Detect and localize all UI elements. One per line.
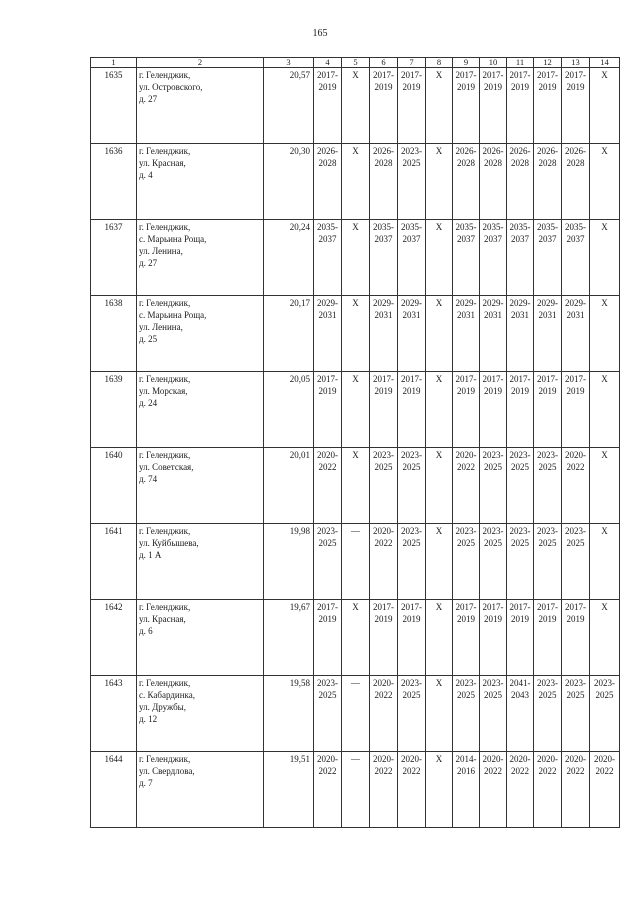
address-cell: г. Геленджик, ул. Советская, д. 74 [137,448,264,524]
period-cell: 2023- 2025 [534,448,562,524]
period-cell: X [590,372,620,448]
period-cell: 2020- 2022 [314,448,342,524]
value-cell: 20,57 [264,68,314,144]
period-cell: 2023- 2025 [562,676,590,752]
period-cell: 2029- 2031 [507,296,534,372]
table-row [91,524,620,600]
address-cell: г. Геленджик, с. Марьина Роща, ул. Ленина, д. 25 [137,296,264,372]
column-number: 3 [264,58,314,68]
period-cell: X [342,144,370,220]
period-cell: 2017- 2019 [480,600,507,676]
row-number-cell: 1636 [91,144,137,220]
period-cell: 2017- 2019 [507,372,534,448]
value-cell: 19,51 [264,752,314,828]
period-cell: 2017- 2019 [507,600,534,676]
row-number-cell: 1644 [91,752,137,828]
period-cell: 2023- 2025 [480,676,507,752]
table-row [91,676,620,752]
period-cell: 2026- 2028 [562,144,590,220]
period-cell: X [426,68,453,144]
period-cell: 2023- 2025 [480,524,507,600]
period-cell: 2017- 2019 [480,68,507,144]
period-cell: 2023- 2025 [534,676,562,752]
period-cell: 2020- 2022 [370,676,398,752]
period-cell: 2017- 2019 [562,372,590,448]
period-cell: 2026- 2028 [370,144,398,220]
table-row [91,448,620,524]
period-cell: 2017- 2019 [314,600,342,676]
column-number: 6 [370,58,398,68]
table-row [91,296,620,372]
period-cell: 2026- 2028 [314,144,342,220]
value-cell: 20,01 [264,448,314,524]
period-cell: 2023- 2025 [398,524,426,600]
column-number: 2 [137,58,264,68]
row-number-cell: 1640 [91,448,137,524]
row-number-cell: 1637 [91,220,137,296]
column-number: 1 [91,58,137,68]
address-cell: г. Геленджик, ул. Свердлова, д. 7 [137,752,264,828]
period-cell: 2035- 2037 [398,220,426,296]
period-cell: 2029- 2031 [370,296,398,372]
address-cell: г. Геленджик, с. Кабардинка, ул. Дружбы, д. 12 [137,676,264,752]
period-cell: 2017- 2019 [370,68,398,144]
address-cell: г. Геленджик, ул. Красная, д. 6 [137,600,264,676]
period-cell: 2017- 2019 [562,600,590,676]
period-cell: — [342,752,370,828]
row-number-cell: 1643 [91,676,137,752]
period-cell: 2023- 2025 [453,676,480,752]
column-number: 5 [342,58,370,68]
period-cell: X [426,296,453,372]
period-cell: 2020- 2022 [562,448,590,524]
period-cell: X [590,448,620,524]
period-cell: 2023- 2025 [562,524,590,600]
period-cell: 2020- 2022 [562,752,590,828]
period-cell: 2017- 2019 [453,372,480,448]
period-cell: 2017- 2019 [370,372,398,448]
column-number: 8 [426,58,453,68]
period-cell: 2035- 2037 [370,220,398,296]
period-cell: X [342,68,370,144]
period-cell: 2020- 2022 [507,752,534,828]
period-cell: X [342,372,370,448]
period-cell: 2029- 2031 [562,296,590,372]
address-cell: г. Геленджик, ул. Морская, д. 24 [137,372,264,448]
period-cell: 2029- 2031 [534,296,562,372]
row-number-cell: 1641 [91,524,137,600]
period-cell: 2020- 2022 [590,752,620,828]
period-cell: X [590,68,620,144]
period-cell: 2023- 2025 [453,524,480,600]
page-number: 165 [312,28,328,39]
value-cell: 20,24 [264,220,314,296]
period-cell: 2014- 2016 [453,752,480,828]
period-cell: 2023- 2025 [590,676,620,752]
row-number-cell: 1639 [91,372,137,448]
period-cell: 2017- 2019 [370,600,398,676]
period-cell: 2020- 2022 [534,752,562,828]
period-cell: 2026- 2028 [480,144,507,220]
period-cell: 2035- 2037 [562,220,590,296]
period-cell: 2017- 2019 [534,600,562,676]
period-cell: 2017- 2019 [398,68,426,144]
table-row [91,372,620,448]
period-cell: X [590,220,620,296]
column-number: 9 [453,58,480,68]
period-cell: 2017- 2019 [398,372,426,448]
value-cell: 19,67 [264,600,314,676]
column-number: 10 [480,58,507,68]
value-cell: 19,98 [264,524,314,600]
table-row [91,68,620,144]
period-cell: 2017- 2019 [314,372,342,448]
period-cell: 2017- 2019 [534,68,562,144]
period-cell: 2023- 2025 [398,676,426,752]
table-row [91,144,620,220]
address-cell: г. Геленджик, ул. Красная, д. 4 [137,144,264,220]
period-cell: — [342,524,370,600]
period-cell: 2023- 2025 [507,524,534,600]
period-cell: 2020- 2022 [314,752,342,828]
period-cell: 2026- 2028 [534,144,562,220]
column-number-row [91,58,620,68]
period-cell: X [426,448,453,524]
column-number: 11 [507,58,534,68]
value-cell: 20,30 [264,144,314,220]
period-cell: X [590,296,620,372]
period-cell: X [342,448,370,524]
period-cell: X [426,676,453,752]
value-cell: 20,05 [264,372,314,448]
period-cell: 2017- 2019 [507,68,534,144]
period-cell: X [342,296,370,372]
period-cell: 2035- 2037 [534,220,562,296]
column-number: 4 [314,58,342,68]
period-cell: 2029- 2031 [453,296,480,372]
period-cell: 2020- 2022 [398,752,426,828]
period-cell: 2026- 2028 [507,144,534,220]
period-cell: 2020- 2022 [370,524,398,600]
period-cell: X [426,600,453,676]
column-number: 13 [562,58,590,68]
period-cell: X [426,144,453,220]
period-cell: 2023- 2025 [480,448,507,524]
period-cell: 2023- 2025 [398,144,426,220]
period-cell: 2035- 2037 [507,220,534,296]
period-cell: 2035- 2037 [314,220,342,296]
period-cell: 2020- 2022 [453,448,480,524]
table-row [91,752,620,828]
period-cell: 2020- 2022 [370,752,398,828]
period-cell: 2029- 2031 [480,296,507,372]
register-table [90,57,620,828]
value-cell: 19,58 [264,676,314,752]
period-cell: 2017- 2019 [480,372,507,448]
period-cell: 2017- 2019 [534,372,562,448]
period-cell: X [426,752,453,828]
period-cell: 2026- 2028 [453,144,480,220]
period-cell: 2017- 2019 [453,600,480,676]
period-cell: 2023- 2025 [398,448,426,524]
period-cell: X [426,372,453,448]
period-cell: 2017- 2019 [562,68,590,144]
address-cell: г. Геленджик, ул. Островского, д. 27 [137,68,264,144]
period-cell: X [342,600,370,676]
row-number-cell: 1635 [91,68,137,144]
period-cell: 2020- 2022 [480,752,507,828]
period-cell: 2029- 2031 [398,296,426,372]
period-cell: X [426,220,453,296]
period-cell: 2035- 2037 [480,220,507,296]
period-cell: 2017- 2019 [314,68,342,144]
value-cell: 20,17 [264,296,314,372]
address-cell: г. Геленджик, ул. Куйбышева, д. 1 А [137,524,264,600]
period-cell: 2023- 2025 [314,676,342,752]
period-cell: 2035- 2037 [453,220,480,296]
period-cell: X [590,524,620,600]
period-cell: X [590,600,620,676]
column-number: 12 [534,58,562,68]
table-row [91,220,620,296]
period-cell: X [342,220,370,296]
period-cell: 2041- 2043 [507,676,534,752]
period-cell: 2023- 2025 [507,448,534,524]
column-number: 7 [398,58,426,68]
period-cell: 2023- 2025 [534,524,562,600]
period-cell: — [342,676,370,752]
period-cell: 2017- 2019 [453,68,480,144]
period-cell: 2029- 2031 [314,296,342,372]
period-cell: X [590,144,620,220]
row-number-cell: 1638 [91,296,137,372]
period-cell: 2023- 2025 [370,448,398,524]
period-cell: 2023- 2025 [314,524,342,600]
row-number-cell: 1642 [91,600,137,676]
period-cell: 2017- 2019 [398,600,426,676]
column-number: 14 [590,58,620,68]
period-cell: X [426,524,453,600]
table-row [91,600,620,676]
address-cell: г. Геленджик, с. Марьина Роща, ул. Ленина, д. 27 [137,220,264,296]
